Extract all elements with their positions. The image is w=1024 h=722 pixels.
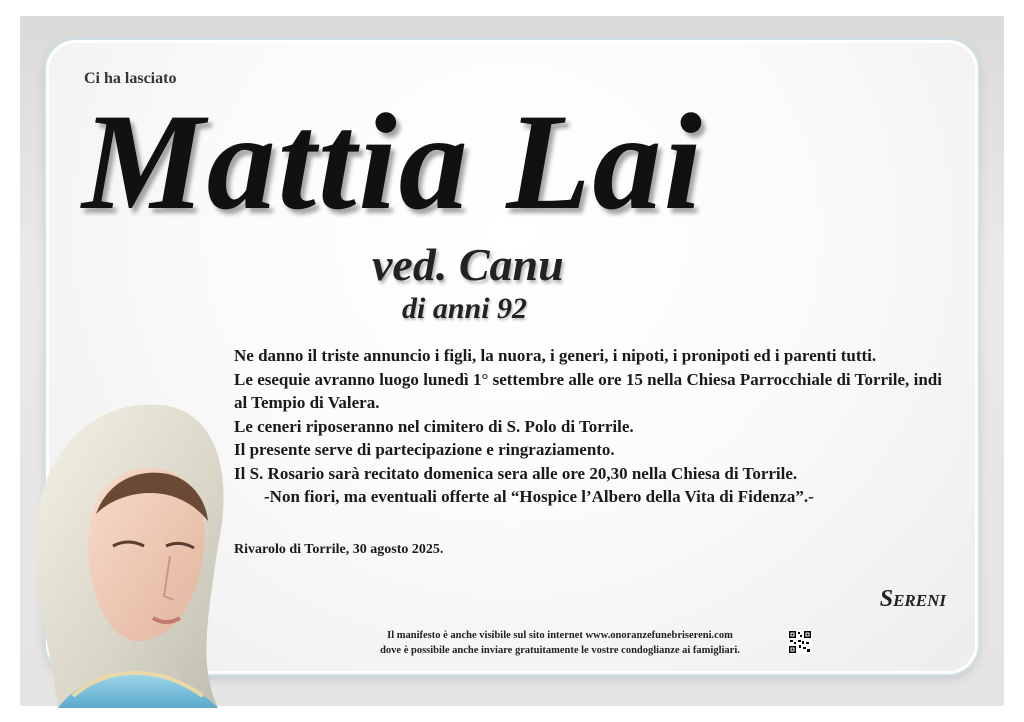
announcement-paragraph: Le ceneri riposeranno nel cimitero di S. Polo di Torrile. [234,416,634,436]
qr-code-icon [788,630,812,654]
footer-line: dove è possibile anche inviare gratuitamente le vostre condoglianze ai famigliari. [380,645,740,656]
announcement-paragraph: Il presente serve di partecipazione e ringraziamento. [234,440,615,459]
madonna-portrait [18,396,228,708]
footer-note [340,628,780,658]
age-text: di anni 92 [402,292,528,325]
announcement-paragraph: Le esequie avranno luogo lunedì 1° settembre alle ore 15 nella Chiesa Parrocchiale di Torrile, indi al Tempio di Valera. [234,369,942,412]
footer-line: Il manifesto è anche visibile sul sito internet www.onoranzefunebrisereni.com [387,630,733,641]
announcement-paragraph: -Non fiori, ma eventuali offerte al “Hospice l’Albero della Vita di Fidenza”.- [264,487,814,506]
announcement-body [234,344,942,509]
place-date: Rivarolo di Torrile, 30 agosto 2025. [234,542,444,557]
pre-name-text: Ci ha lasciato [84,70,177,87]
announcement-paragraph: Il S. Rosario sarà recitato domenica sera alle ore 20,30 nella Chiesa di Torrile. [234,463,798,483]
funeral-home-brand: Sereni [879,586,946,612]
announcement-paragraph: Ne danno il triste annuncio i figli, la nuora, i generi, i nipoti, i pronipoti ed i parenti tutti. [234,346,877,365]
widow-of-text: ved. Canu [372,239,564,290]
deceased-name: Mattia Lai [82,85,704,238]
